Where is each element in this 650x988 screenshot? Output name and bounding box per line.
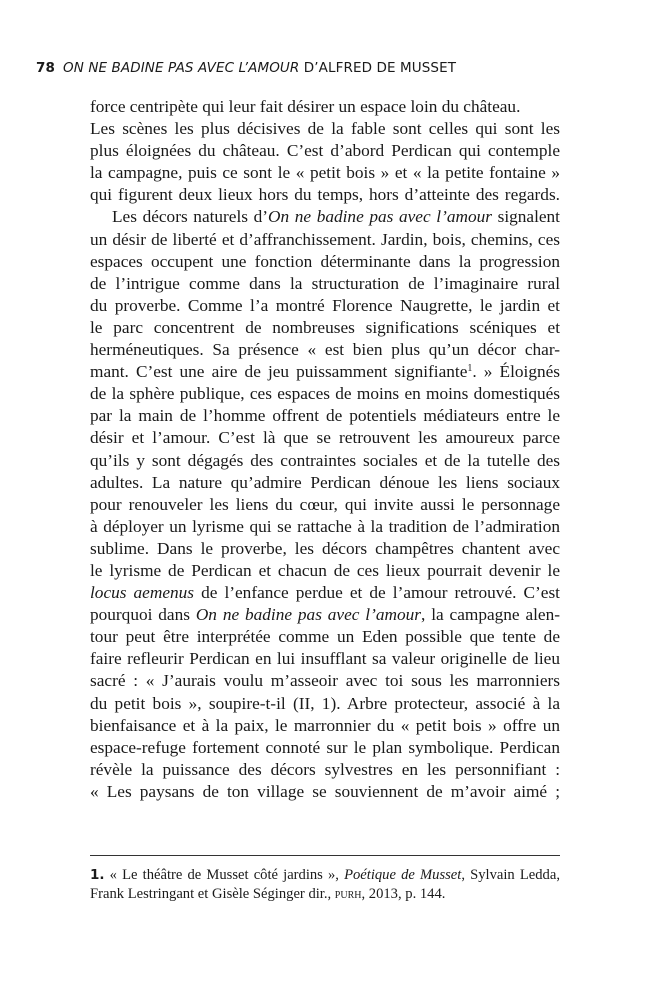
text-line: espace-refuge fortement connoté sur le plan symbolique. Perdican (90, 737, 560, 757)
running-head-author: D’ALFRED DE MUSSET (299, 60, 457, 76)
text-line: un désir de liberté et d’affranchissement. Jardin, bois, chemins, ces (90, 229, 560, 249)
text-span: , Sylvain Ledda, (461, 867, 560, 883)
text-line: désir et l’amour. C’est là que se retrouvent les amoureux parce (90, 428, 560, 448)
publisher-abbrev: purh (334, 886, 362, 902)
text-line: du proverbe. Comme l’a montré Florence Naugrette, le jardin et (90, 295, 560, 315)
text-line: Les scènes les plus décisives de la fable sont celles qui sont les (90, 119, 560, 139)
text-span: « Le théâtre de Musset côté jardins », (104, 867, 345, 883)
page-number: 78 (36, 60, 55, 76)
footnote-reference[interactable]: 1 (467, 363, 473, 375)
work-title-italic: On ne badine pas avec l’amour (195, 605, 421, 625)
text-line: espaces occupent une fonction déterminante dans la progression (90, 251, 560, 271)
footnote-separator (90, 855, 560, 856)
text-span: . » Éloignés (472, 362, 561, 382)
text-line: du petit bois », soupire-t-il (II, 1). Arbre protecteur, associé à la (90, 693, 560, 713)
footnote-line (90, 885, 560, 904)
text-line: de l’intrigue comme dans la structuration de l’imaginaire rural (90, 273, 560, 293)
text-line: à déployer un lyrisme qui se rattache à la tradition de l’admiration (90, 516, 560, 536)
text-line: bienfaisance et à la paix, le marronnier du « petit bois » offre un (90, 715, 560, 735)
text-span: de l’enfance perdue et de l’amour retrouvé. C’est (194, 583, 560, 603)
text-span: signalent (491, 207, 560, 227)
running-head-title-italic: ON NE BADINE PAS AVEC L’AMOUR (63, 60, 300, 76)
text-line: « Les paysans de ton village se souviennent de m’avoir aimé ; (90, 781, 560, 801)
text-line: pour renouveler les liens du cœur, qui invite aussi le personnage (90, 494, 560, 514)
text-span: Les décors naturels d’ (112, 207, 269, 227)
text-line: sacré : « J’aurais voulu m’asseoir avec toi sous les marronniers (90, 671, 560, 691)
footnote-number: 1. (90, 867, 105, 883)
footnote (90, 866, 560, 904)
text-line: de la sphère publique, ces espaces de moins en moins domestiqués (90, 384, 560, 404)
text-line: adultes. La nature qu’admire Perdican dénoue les liens sociaux (90, 472, 560, 492)
text-span: pourquoi dans (90, 605, 196, 625)
text-line: sublime. Dans le proverbe, les décors champêtres chantent avec (90, 538, 560, 558)
text-line: plus éloignées du château. C’est d’abord Perdican qui contemple (90, 141, 560, 161)
text-line: qu’ils y sont dégagés des contraintes sociales et de la tutelle des (90, 450, 560, 470)
text-span: Frank Lestringant et Gisèle Séginger dir., (90, 886, 335, 902)
text-line: qui figurent deux lieux hors du temps, hors d’atteinte des regards. (90, 185, 560, 205)
text-line (90, 361, 560, 383)
text-line: force centripète qui leur fait désirer un espace loin du château. (90, 97, 521, 116)
text-line (90, 582, 560, 604)
footnote-line (90, 866, 560, 885)
text-line: herméneutiques. Sa présence « est bien plus qu’un décor char- (90, 340, 560, 360)
text-line: le lyrisme de Perdican et chacun de ces lieux pourrait devenir le (90, 560, 560, 580)
text-line (90, 604, 560, 626)
text-span: , la campagne alen- (421, 605, 560, 625)
text-line: révèle la puissance des décors sylvestres en les personnifiant : (90, 759, 560, 779)
text-line: le parc concentrent de nombreuses significations scéniques et (90, 317, 560, 337)
text-line: tour peut être interprétée comme un Eden possible que tente de (90, 627, 560, 647)
paragraph-first-line (90, 206, 560, 228)
work-title-italic: On ne badine pas avec l’amour (268, 207, 492, 227)
text-span: mant. C’est une aire de jeu puissamment signifiante (90, 362, 468, 382)
text-line: la campagne, puis ce sont le « petit bois » et « la petite fontaine » (90, 163, 560, 183)
latin-phrase-italic: locus aemenus (90, 583, 195, 603)
text-span: , 2013, p. 144. (361, 886, 446, 902)
text-line: par la main de l’homme offrent de potentiels médiateurs entre le (90, 406, 560, 426)
text-line: faire refleurir Perdican en lui insufflant sa valeur originelle de lieu (90, 649, 560, 669)
running-head (36, 60, 456, 76)
body-text (90, 96, 560, 803)
book-title-italic: Poétique de Musset (344, 867, 462, 883)
